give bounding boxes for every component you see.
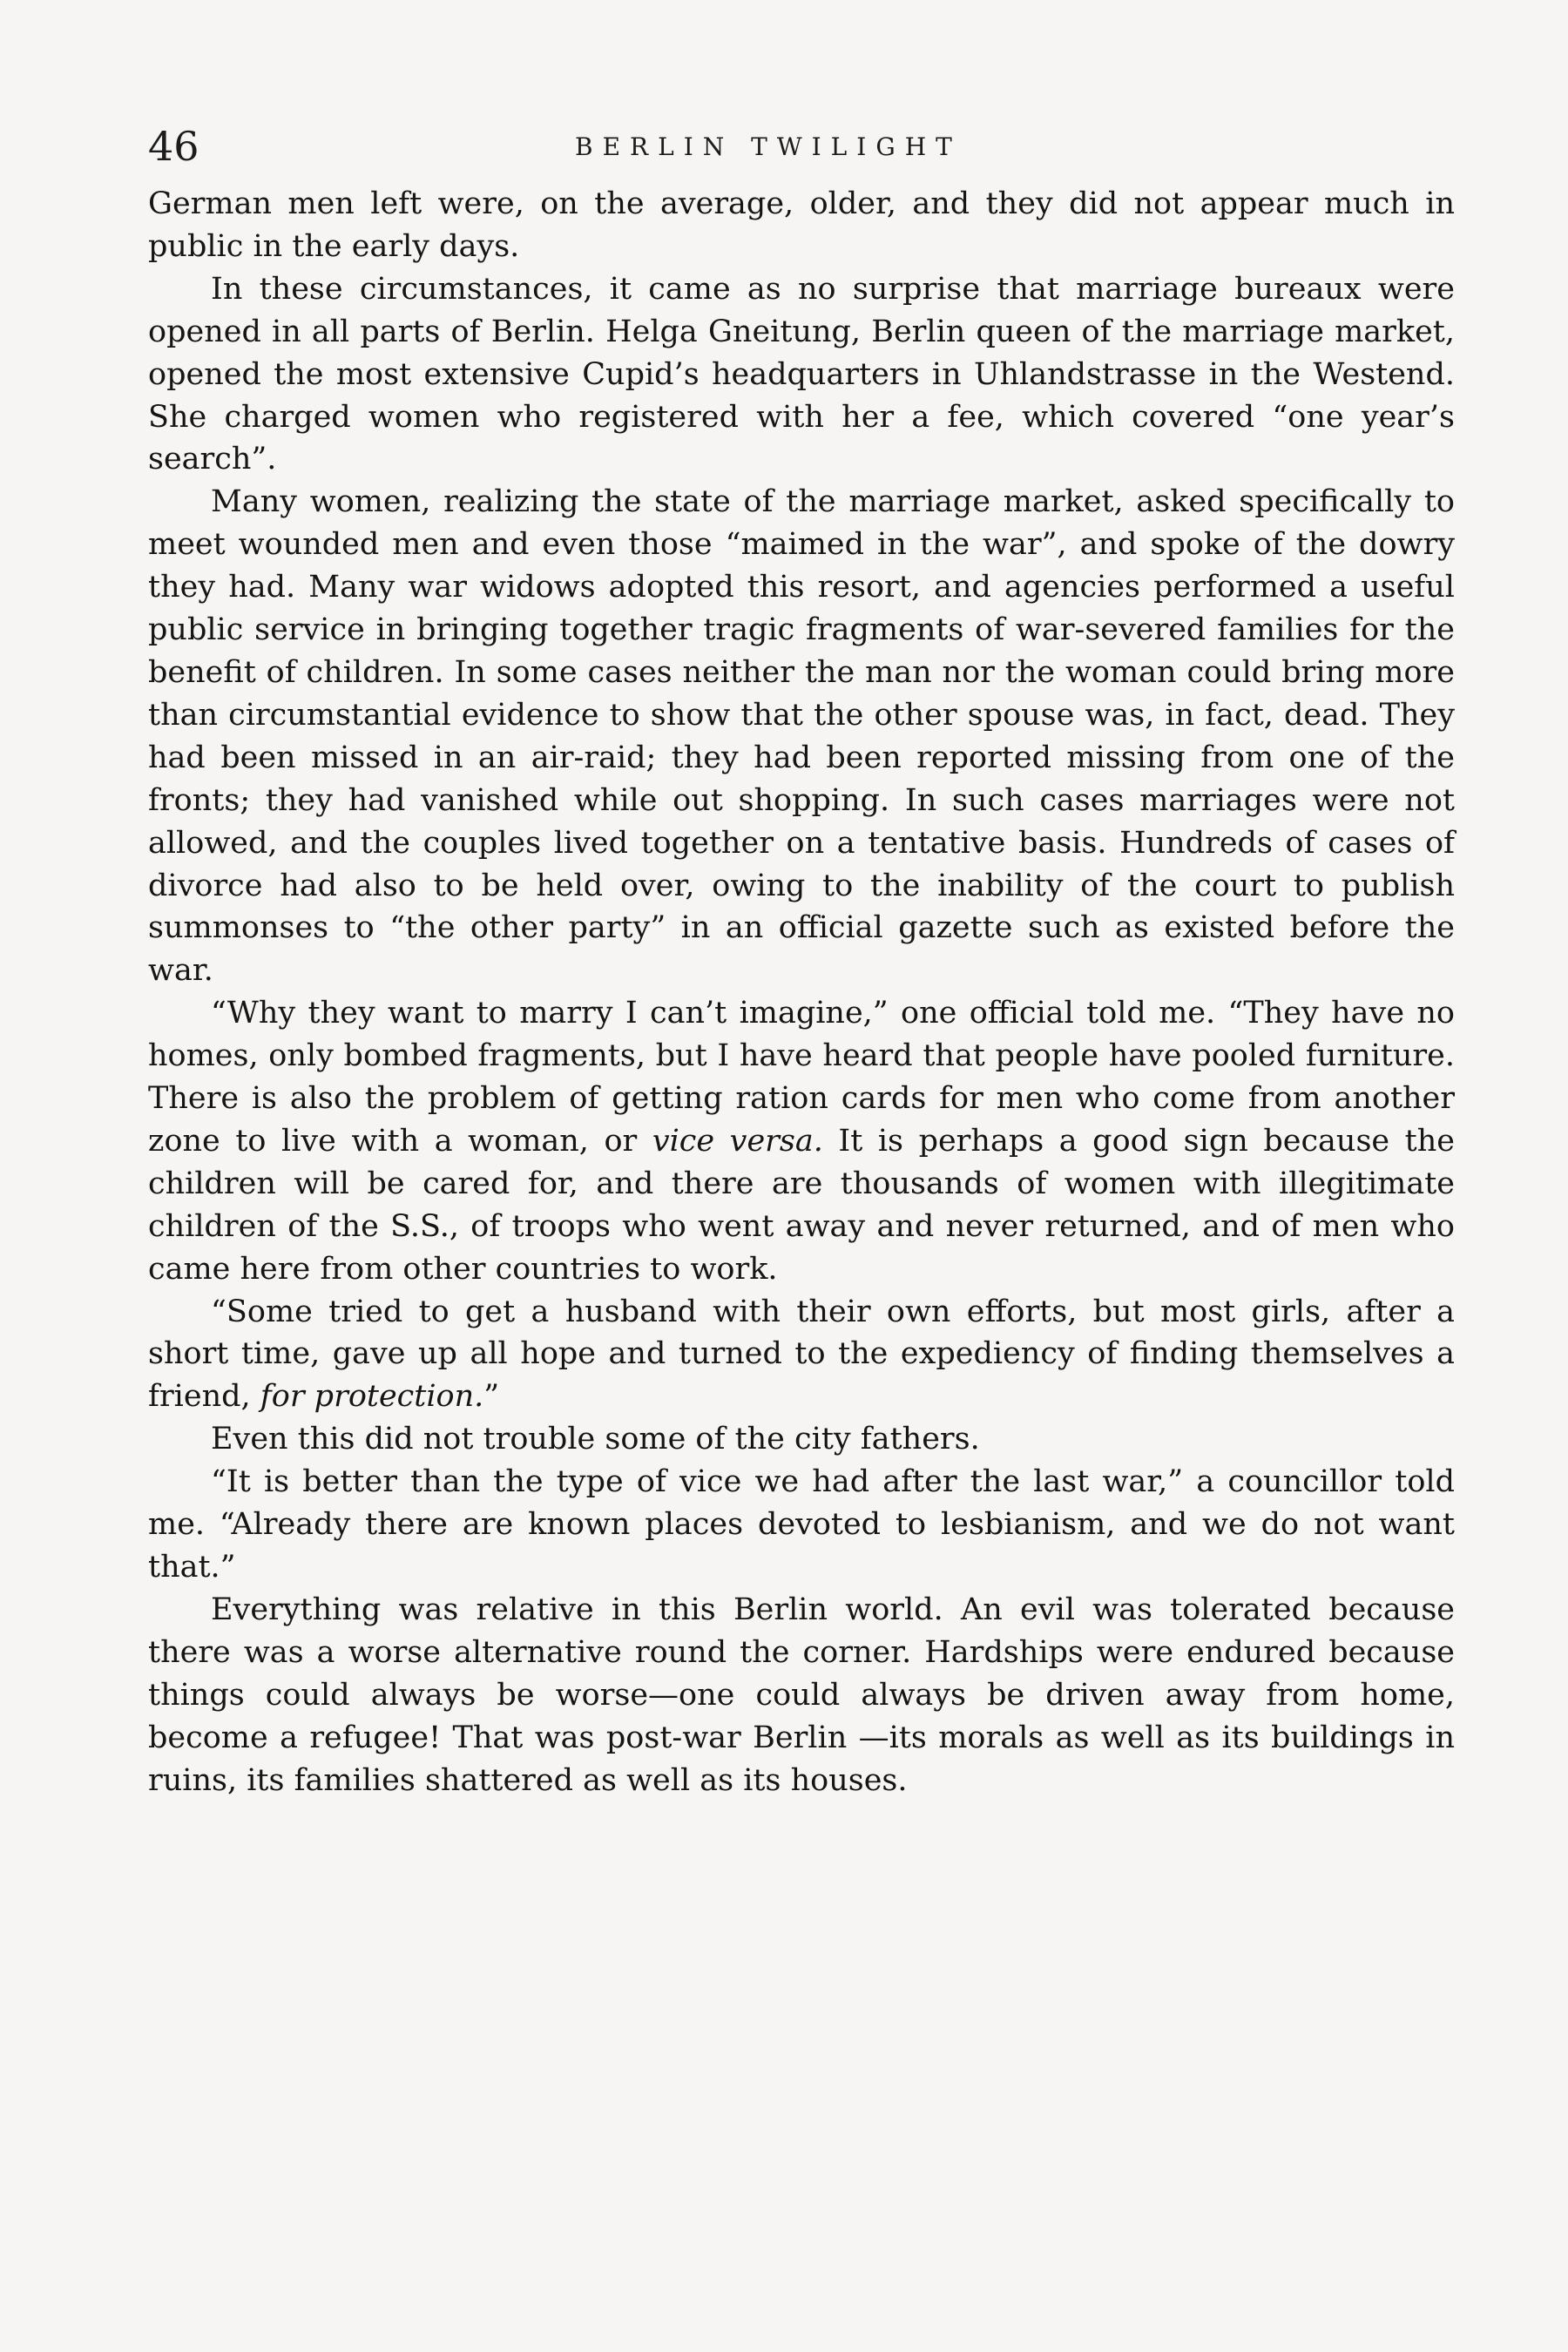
paragraph: In these circumstances, it came as no surprise that marriage bureaux were opened in all parts of Berlin. Helga Gneitung, Berlin queen of the marriage market, opened the most extensive Cupid’s headquarters in Uhlandstrasse in the Westend. She charged women who registered with her a fee, which covered “one year’s search”. bbox=[148, 271, 1455, 477]
paragraph: Everything was relative in this Berlin world. An evil was tolerated because there was a worse alternative round the corner. Hardships were endured because things could always be worse—one could always be driven away from home, become a refugee! That was post-war Berlin —its morals as well as its buildings in ruins, its families shattered as well as its houses. bbox=[148, 1592, 1455, 1798]
paragraph: “Some tried to get a husband with their own efforts, but most girls, after a short time, gave up all hope and turned to the expediency of finding themselves a friend, for protection.” bbox=[148, 1294, 1455, 1415]
paragraph: Even this did not trouble some of the city fathers. bbox=[211, 1422, 980, 1457]
body-text bbox=[148, 183, 1455, 1801]
italic-phrase: for protection. bbox=[260, 1379, 484, 1415]
paragraph: “Why they want to marry I can’t imagine,” one official told me. “They have no homes, only bombed fragments, but I have heard that people have pooled furniture. There is also the problem of getting ration cards for men who come from another zone to live with a woman, or vice versa. It is perhaps a good sign because the children will be cared for, and there are thousands of women with illegitimate children of the S.S., of troops who went away and never returned, and of men who came here from other countries to work. bbox=[148, 996, 1456, 1287]
page-number: 46 bbox=[148, 123, 199, 170]
paragraph: German men left were, on the average, older, and they did not appear much in public in the early days. bbox=[148, 186, 1455, 264]
italic-phrase: vice versa. bbox=[652, 1123, 823, 1159]
paragraph: “It is better than the type of vice we had after the last war,” a councillor told me. “Already there are known places devoted to lesbianism, and we do not want that.” bbox=[148, 1464, 1455, 1585]
running-title: BERLIN TWILIGHT bbox=[575, 132, 962, 161]
page-header bbox=[148, 120, 1455, 172]
paragraph: Many women, realizing the state of the marriage market, asked specifically to meet wounded men and even those “maimed in the war”, and spoke of the dowry they had. Many war widows adopted this resort, and agencies performed a useful public service in bringing together tragic fragments of war-severed families for the benefit of children. In some cases neither the man nor the woman could bring more than circumstantial evidence to show that the other spouse was, in fact, dead. They had been missed in an air-raid; they had been reported missing from one of the fronts; they had vanished while out shopping. In such cases marriages were not allowed, and the couples lived together on a tentative basis. Hundreds of cases of divorce had also to be held over, owing to the inability of the court to publish summonses to “the other party” in an official gazette such as existed before the war. bbox=[148, 484, 1455, 989]
